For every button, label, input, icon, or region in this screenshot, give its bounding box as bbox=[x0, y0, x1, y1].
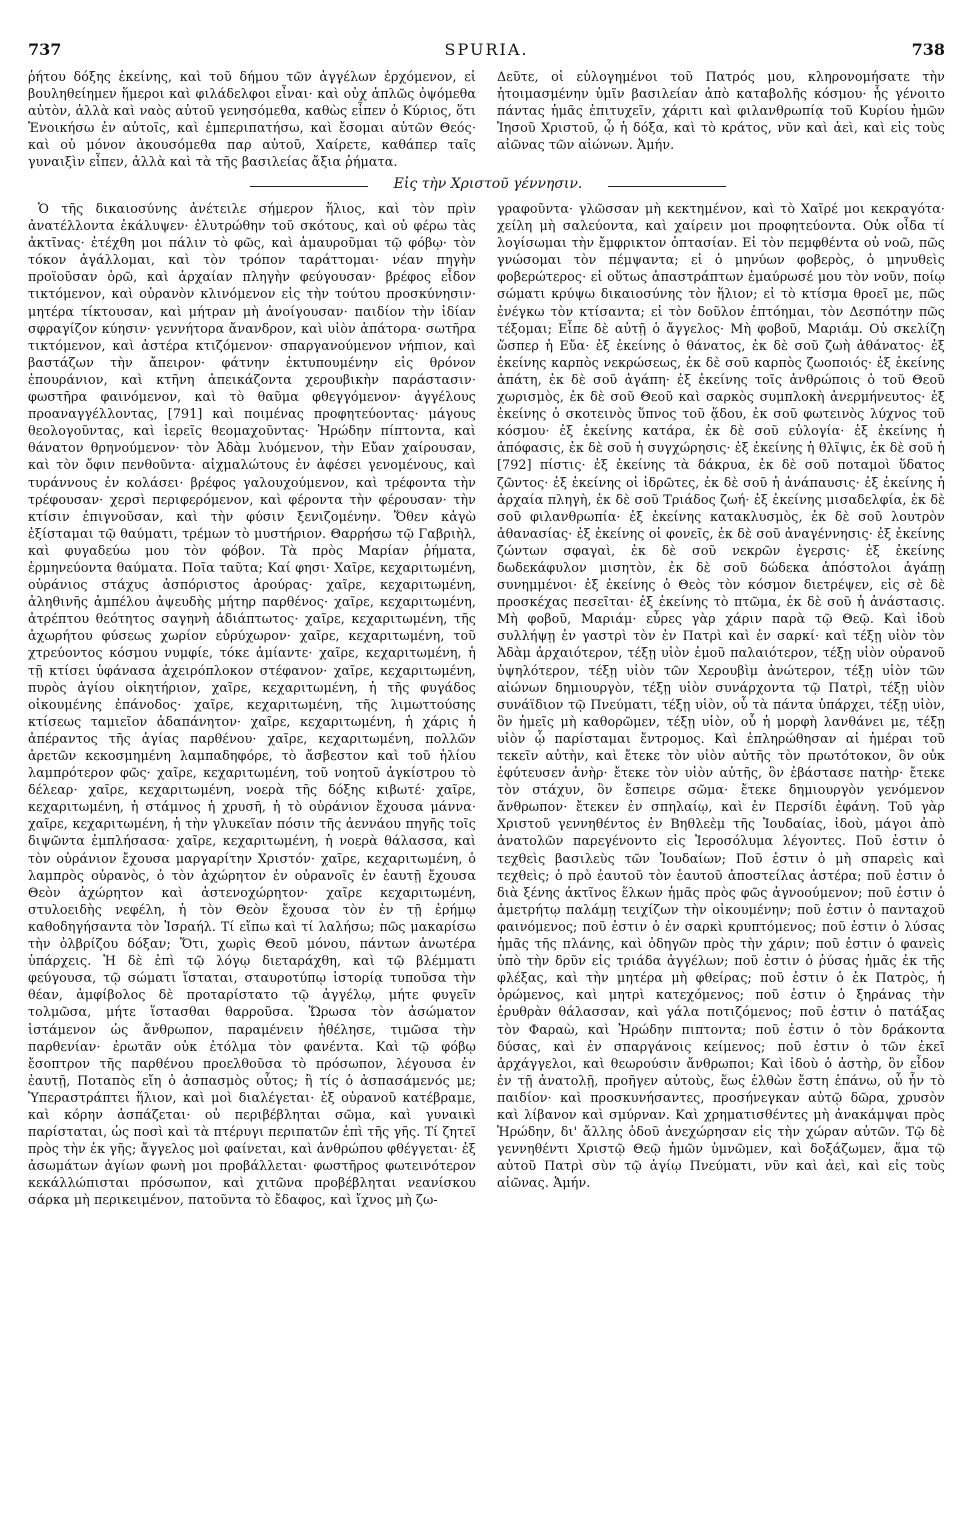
paragraph: ῥήτου δόξης ἐκείνης, καὶ τοῦ δήμου τῶν ἀγγέλων ἐρχόμενον, εἰ βουληθείημεν ἥμεροι καὶ φιλάδελφοι εἶναι· καὶ οὐχ ἁπλῶς ὀψόμεθα αὐτὸν, ἀλλὰ καὶ ναὸς αὐτοῦ γενησόμεθα, καθὼς εἶπεν ὁ Κύριος, ὅτι Ἐνοικήσω ἐν αὐτοῖς, καὶ ἐμπεριπατήσω, καὶ ἔσομαι αὐτῶν Θεός· καὶ οὐ μόνον ἀκουσόμεθα παρ αὐτοῦ, Χαίρετε, καθάπερ ταῖς γυναιξὶν εἶπεν, ἀλλὰ καὶ τὰ τῆς βασιλείας ἄξια ῥήματα. bbox=[28, 69, 476, 170]
running-title: SPURIA. bbox=[444, 40, 529, 59]
title-rule-right bbox=[608, 186, 726, 187]
paragraph: Δεῦτε, οἱ εὐλογημένοι τοῦ Πατρός μου, κληρονομήσατε τὴν ἡτοιμασμένην ὑμῖν βασιλείαν ἀπὸ καταβολῆς κόσμου· ἧς γένοιτο πάντας ἡμᾶς ἐπιτυχεῖν, χάριτι καὶ φιλανθρωπίᾳ τοῦ Κυρίου ἡμῶν Ἰησοῦ Χριστοῦ, ᾧ ἡ δόξα, καὶ τὸ κράτος, νῦν καὶ ἀεὶ, καὶ εἰς τοὺς αἰῶνας τῶν αἰώνων. Ἀμήν. bbox=[497, 69, 945, 153]
paragraph: Ὁ τῆς δικαιοσύνης ἀνέτειλε σήμερον ἥλιος, καὶ τὸν πρὶν ἀνατέλλοντα ἐκάλυψεν· ἐλυτρώθην τοῦ σκότους, καὶ οὐ φέρω τὰς ἀκτῖνας· ἐτέχθη μοι πάλιν τὸ φῶς, καὶ ἀμαυροῦμαι τῷ φόβῳ· τὸν τόκον ἀγάλλομαι, καὶ τὸν τρόπον ταράττομαι· νέαν πηγὴν προϊοῦσαν ὁρῶ, καὶ ἀρχαίαν πληγὴν φεύγουσαν· βρέφος εἶδον τικτόμενον, καὶ οὐρανὸν κλινόμενον εἰς τὴν τούτου προσκύνησιν· μητέρα τίκτουσαν, καὶ μήτραν μὴ ἀνοίγουσαν· παιδίον τὴν ἰδίαν σφραγίζον κύησιν· γεννήτορα ἄνανδρον, καὶ υἱὸν ἀπάτορα· σωτῆρα τικτόμενον, καὶ ἀστέρα κτιζόμενον· σπαργανούμενον νήπιον, καὶ βαστάζων τὴν ἄπειρον· φάτνην ἐκτυπουμένην εἰς θρόνον ἐπουράνιον, καὶ κτῆνη ἀπεικάζοντα χερουβικὴν παράστασιν· φωστῆρα φαινόμενον, καὶ τὸ θαῦμα φθεγγόμενον· ἀγγέλους προαναγγέλλοντας, [791] καὶ ποιμένας προφητεύοντας· μάγους θεολογοῦντας, καὶ ἱερεῖς θεομαχοῦντας· Ἡρώδην πίπτοντα, καὶ θάνατον θρηνούμενον· τὸν Ἀδὰμ λυόμενον, τὴν Εὔαν χαίρουσαν, καὶ τὸν ὄφιν πενθοῦντα· αἰχμαλώτους ἐν ἀφέσει γενομένους, καὶ τυράννους ἐν κολάσει· βρέφος γαλουχούμενον, καὶ τρέφοντα τὴν τρέφουσαν· χερσὶ περιφερόμενον, καὶ φέροντα τὴν φέρουσαν· τὴν κτίσιν ἐπιγνοῦσαν, καὶ τὴν φύσιν ξενιζομένην. Ὅθεν κἀγὼ ἐξίσταμαι τῷ θαύματι, τρέμων τὸ μυστήριον. Θαρρήσω τῷ Γαβριὴλ, καὶ φυγαδεύω μου τὸν φόβον. Τὰ πρὸς Μαρίαν ῥήματα, ἑρμηνεύοντα θαύματα. Ποῖα ταῦτα; Καί φησι· Χαῖρε, κεχαριτωμένη, οὐράνιος στάχυς ἀσπόριστος ἀρούρας· χαῖρε, κεχαριτωμένη, ἀληθινῆς ἀμπέλου ἀψευδὴς μήτηρ παρθένος· χαῖρε, κεχαριτωμένη, ἀτρέπτου θεότητος σαγηνὴ ἀδιάπτωτος· χαῖρε, κεχαριτωμένη, τῆς ἀχωρήτου φύσεως χωρίον εὐρύχωρον· χαῖρε, κεχαριτωμένη, τοῦ χτρεύοντος κόσμου νυμφίε, τόκε ἀμίαντε· χαῖρε, κεχαριτωμένη, ἡ τῇ κτίσει ὑφάνασα ἀχειρόπλοκον στέφανον· χαῖρε, κεχαριτωμένη, πυρὸς ἁγίου οἰκητήριον, χαῖρε, κεχαριτωμένη, ἡ τῆς φυγάδος οἰκουμένης ἐπάνοδος· χαῖρε, κεχαριτωμένη, τῆς λιμωττούσης κτίσεως ταμιεῖον ἀδαπάνητον· χαῖρε, κεχαριτωμένη, ἡ χάρις ἡ ἀπέραντος τῆς ἁγίας παρθένου· χαῖρε, κεχαριτωμένη, πολλῶν ἀρετῶν κεκοσμημένη λαμπαδηφόρε, τὸ ἄσβεστον καὶ τοῦ ἡλίου λαμπρότερον φῶς· χαῖρε, κεχαριτωμένη, τοῦ νοητοῦ ἀγκίστρου τὸ δέλεαρ· χαῖρε, κεχαριτωμένη, νοερὰ τῆς δόξης κιβωτέ· χαῖρε, κεχαριτωμένη, ἡ στάμνος ἡ χρυσῆ, ἡ τὸ οὐράνιον ἔχουσα μάννα· χαῖρε, κεχαριτωμένη, ἡ τὴν γλυκεῖαν πόσιν τῆς ἀεννάου πηγῆς τοῖς διψῶντα ἐμπλήσασα· χαῖρε, κεχαριτωμένη, ἡ νοερὰ θάλασσα, καὶ τὸν οὐράνιον ἔχουσα μαργαρίτην Χριστόν· χαῖρε, κεχαριτωμένη, ὁ λαμπρὸς οὐρανὸς, ὁ τὸν ἀχώρητον ἐν οὐρανοῖς ἐν ἑαυτῇ ἔχουσα Θεὸν ἀχώρητον καὶ ἀστενοχώρητον· χαῖρε κεχαριτωμένη, στυλοειδὴς νεφέλη, ἡ τὸν Θεὸν ἔχουσα τὸν ἐν τῇ ἐρήμῳ καθοδηγήσαντα τὸν Ἰσραήλ. Τί εἴπω καὶ τί λαλήσω; πῶς μακαρίσω τὴν ὀλβρίζου δόξαν; Ὅτι, χωρὶς Θεοῦ μόνου, πάντων ἀνωτέρα ὑπάρχεις. Ἡ δὲ ἐπὶ τῷ λόγῳ διεταράχθη, καὶ τῷ βλέμματι φεύγουσα, τῷ σώματι ἵσταται, σταυροτύπῳ ἱστορίᾳ τυποῦσα τὴν θέαν, ἀμφίβολος δὲ προταρίστατο τῷ ἀγγέλῳ, μήτε φυγεῖν τολμῶσα, μήτε ἵστασθαι θαρροῦσα. Ὥρωσα τὸν ἀσώματον ἱστάμενον ὡς ἄνθρωπον, παραμένειν ἠθέλησε, τιμῶσα τὴν παρθενίαν· ἐρωτᾶν οὐκ ἐτόλμα τὸν φανέντα. Καὶ τῷ φόβῳ ἔσοπτρον τῆς παρθένου προελθοῦσα τὸ πρόσωπον, λέγουσα ἐν ἑαυτῇ, Ποταπὸς εἴη ὁ ἀσπασμὸς οὗτος; ἢ τίς ὁ ἀσπασάμενός με; Ὑπεραστράπτει ἥλιον, καὶ μοὶ διαλέγεται· ἐξ οὐρανοῦ κατέβραμε, καὶ κόρην ἀσπάζεται· οὐ περιβέβληται σῶμα, καὶ γυναικὶ παρίσταται, ὡς ποσὶ καὶ τὰ πτέρυγι περιπατῶν ἐπὶ τῆς γῆς. Τί ζητεῖ πρὸς τὴν ἐκ γῆς; ἄγγελος μοὶ φαίνεται, καὶ ἀνθρώπου φθέγγεται· ἐξ ἀσωμάτων ἀγίων φωνὴ μοι προβάλλεται· φωστῆρος φωτεινότερον κεκάλλώπισται πρόσωπον, καὶ χιτῶνα προβέβληται νεανίσκου σάρκα μὴ περικειμένον, πατοῦντα τὸ ἔδαφος, καὶ ἴχνος μὴ ζω- bbox=[28, 201, 476, 1208]
paragraph: γραφοῦντα· γλῶσσαν μὴ κεκτημένον, καὶ τὸ Χαῖρέ μοι κεκραγότα· χείλη μὴ σαλεύοντα, καὶ χαίρειν μοι προφητεύοντα. Οὐκ οἶδα τί λογίσωμαι τὴν ἔμφρικτον ὀπτασίαν. Εἰ τὸν πεμφθέντα οὐ νοῶ, πῶς γνώσομαι τὸν πέμψαντα; εἰ ὁ μηνύων φοβερὸς, ὁ μηνυθεὶς φοβερώτερος· εἰ οὕτως ἀπαστράπτων ἐμαύρωσέ μου τὸν νοῦν, ποίῳ σώματι κρύψω δικαιοσύνης τὸν ἥλιον; εἰ τὸ κτίσμα θροεῖ με, πῶς ἐνέγκω τὸν κτίσαντα; εἰ τὸν δοῦλον ἐπτόημαι, τὸν Δεσπότην πῶς τέξομαι; Εἶπε δὲ αὐτῇ ὁ ἄγγελος· Μὴ φοβοῦ, Μαριάμ. Οὐ σκελίζη ὥσπερ ἡ Εὔα· ἐξ ἐκείνης ὁ θάνατος, ἐκ δὲ σοῦ ζωὴ ἀθάνατος· ἐξ ἐκείνης καρπὸς νεκρώσεως, ἐκ δὲ σοῦ καρπὸς ζωοποιός· ἐξ ἐκείνης ἀπάτη, ἐκ δὲ σοῦ ἀγάπη· ἐξ ἐκείνης τοῖς ἀνθρώποις ὁ τοῦ Θεοῦ χωρισμὸς, ἐκ δὲ σοῦ Θεοῦ καὶ σαρκὸς συμπλοκὴ ἀνερμήνευτος· ἐξ ἐκείνης ὁ σκοτεινὸς ὕπνος τοῦ ᾅδου, ἐκ σοῦ φωτεινὸς λύχνος τοῦ κόσμου· ἐξ ἐκείνης κατάρα, ἐκ δὲ σοῦ εὐλογία· ἐξ ἐκείνης ἡ ἀπόφασις, ἐκ δὲ σοῦ ἡ συγχώρησις· ἐξ ἐκείνης ἡ θλῖψις, ἐκ δὲ σοῦ ἡ [792] πίστις· ἐξ ἐκείνης τὰ δάκρυα, ἐκ δὲ σοῦ ποταμοὶ ὕδατος ζῶντος· ἐξ ἐκείνης οἱ ἱδρῶτες, ἐκ δὲ σοῦ ἡ ἀνάπαυσις· ἐξ ἐκείνης ἡ ἀρχαία πληγὴ, ἐκ δὲ σοῦ Τριάδος ζωή· ἐξ ἐκείνης μισαδελφία, ἐκ δὲ σοῦ φιλανθρωπία· ἐξ ἐκείνης κατακλυσμὸς, ἐκ δὲ σοῦ λουτρὸν ἀθανασίας· ἐξ ἐκείνης οἱ φονεῖς, ἐκ δὲ σοῦ ἀναγέννησις· ἐξ ἐκείνης ζώντων σφαγαὶ, ἐκ δὲ σοῦ νεκρῶν ἐγερσις· ἐξ ἐκείνης δωδεκάφυλον μισητὸν, ἐκ δὲ σοῦ δώδεκα ἀπόστολοι ἀγάπῃ συνημμένοι· ἐξ ἐκείνης ὁ Θεὸς τὸν κόσμον διετρέψεν, εἰς σὲ δὲ προσκέχας πεσεῖται· ἐξ ἐκείνης τὸ πτῶμα, ἐκ δὲ σοῦ ἡ ἀνάστασις. Μὴ φοβοῦ, Μαριάμ· εὗρες γὰρ χάριν παρὰ τῷ Θεῷ. Καὶ ἰδοὺ συλλήψῃ ἐν γαστρὶ τὸν ἐν Πατρὶ καὶ ἐν σαρκί· καὶ τέξῃ υἱὸν τὸν Ἀδὰμ ἀρχαιότερον, τέξῃ υἱὸν ἐμοῦ παλαιότερον, τέξῃ υἱὸν οὐρανοῦ ὑψηλότερον, τέξῃ υἱὸν τῶν Χερουβὶμ ἀνώτερον, τέξῃ υἱὸν τῶν αἰώνων δημιουργὸν, τέξῃ υἱὸν συνάρχοντα τῷ Πατρὶ, τέξῃ υἱὸν συνάϊδιον τῷ Πνεύματι, τέξῃ υἱὸν, οὗ τὰ πάντα ὑπάρχει, τέξῃ υἱὸν, ὃν ἡμεῖς μὴ καθορῶμεν, τέξῃ υἱὸν, οὗ ἡ μορφὴ λανθάνει με, τέξῃ υἱὸν ᾧ παρίσταμαι ἔντρομος. Καὶ ἐπληρώθησαν αἱ ἡμέραι τοῦ τεκεῖν αὐτὴν, καὶ ἔτεκε τὸν υἱὸν αὐτῆς τὸν πρωτότοκον, ὃν οὐκ ἐφύτευσεν ἀνὴρ· ἔτεκε τὸν υἱὸν αὐτῆς, ὃν ἐβάστασε πατὴρ· ἔτεκε τὸν στάχυν, ὃν ἔσπειρε σῶμα· ἔτεκε δημιουργὸν γενόμενον ἄνθρωπον· ἔτεκεν ἐν σπηλαίῳ, καὶ ἐν Περσίδι ἐφάνη. Τοῦ γὰρ Χριστοῦ γεννηθέντος ἐν Βηθλεὲμ τῆς Ἰουδαίας, ἰδοὺ, μάγοι ἀπὸ ἀνατολῶν παρεγένοντο εἰς Ἱεροσόλυμα λέγοντες. Ποῦ ἐστιν ὁ τεχθεὶς βασιλεὺς τῶν Ἰουδαίων; Ποῦ ἐστιν ὁ μὴ σπαρεὶς καὶ τεχθεὶς; ὁ πρὸ ἑαυτοῦ τὸν ἑαυτοῦ ἀποστείλας ἀστέρα; ποῦ ἐστιν ὁ διὰ ξένης ἀκτῖνος ἕλκων ἡμᾶς πρὸς φῶς ἀγνοούμενον; ποῦ ἐστιν ὁ ἀμετρήτῳ παλάμῃ τειχίζων τὴν οἰκουμένην; ποῦ ἐστιν ὁ πανταχοῦ φαινόμενος; ποῦ ἐστιν ὁ ἐν σαρκὶ κρυπτόμενος; ποῦ ἐστιν ὁ λύσας ἡμᾶς τῆς πλάνης, καὶ ὁδηγῶν πρὸς τὴν χάριν; ποῦ ἐστιν ὁ φανεὶς ὑπὸ τὴν δρῦν εἰς τριάδα ἀγγέλων; ποῦ ἐστιν ὁ ῥύσας ἡμᾶς ἐκ τῆς φλέξας, καὶ τὴν μητέρα μὴ φθείρας; ποῦ ἐστιν ὁ ἐκ Πατρὸς, ἡ ὁρώμενος, καὶ μητρὶ κατεχόμενος; ποῦ ἐστιν ὁ ξηράνας τὴν ἐρυθρὰν θάλασσαν, καὶ γάλα ποτιζόμενος; ποῦ ἐστιν ὁ πατάξας τὸν Φαραὼ, καὶ Ἡρώδην πιπτοντα; ποῦ ἐστιν ὁ τὸν δράκοντα δύσας, καὶ ἐν σπαργάνοις κείμενος; ποῦ ἐστιν ὁ τῶν ἐκεῖ ἀρχάγγελοι, καὶ θεωρούσιν ἄνθρωποι; Καὶ ἰδοὺ ὁ ἀστὴρ, ὃν εἶδον ἐν τῇ ἀνατολῇ, προῆγεν αὐτοὺς, ἕως ἐλθὼν ἔστη ἐπάνω, οὗ ἦν τὸ παιδίον· καὶ προσκυνήσαντες, προσήνεγκαν αὐτῷ δῶρα, χρυσὸν καὶ λίβανον καὶ σμύρναν. Καὶ χρηματισθέντες μὴ ἀνακάμψαι πρὸς Ἡρώδην, δι' ἄλλης ὁδοῦ ἀνεχώρησαν εἰς τὴν χώραν αὐτῶν. Τῷ δὲ γεννηθέντι Χριστῷ Θεῷ ἡμῶν ὑμνῶμεν, καὶ δοξάζωμεν, ἅμα τῷ αὐτοῦ Πατρὶ σὺν τῷ ἁγίῳ Πνεύματι, νῦν καὶ ἀεὶ, καὶ εἰς τοὺς αἰῶνας. Ἀμήν. bbox=[497, 201, 945, 1191]
body-left-column bbox=[28, 200, 476, 1209]
body-right-column bbox=[497, 200, 945, 1191]
top-left-column bbox=[28, 68, 476, 171]
top-right-column bbox=[497, 68, 945, 153]
title-rule-left bbox=[250, 186, 368, 187]
page-header bbox=[28, 40, 945, 64]
page-number-right: 738 bbox=[911, 40, 945, 59]
page-number-left: 737 bbox=[28, 40, 62, 59]
section-title: Εἰς τὴν Χριστοῦ γέννησιν. bbox=[393, 176, 583, 192]
